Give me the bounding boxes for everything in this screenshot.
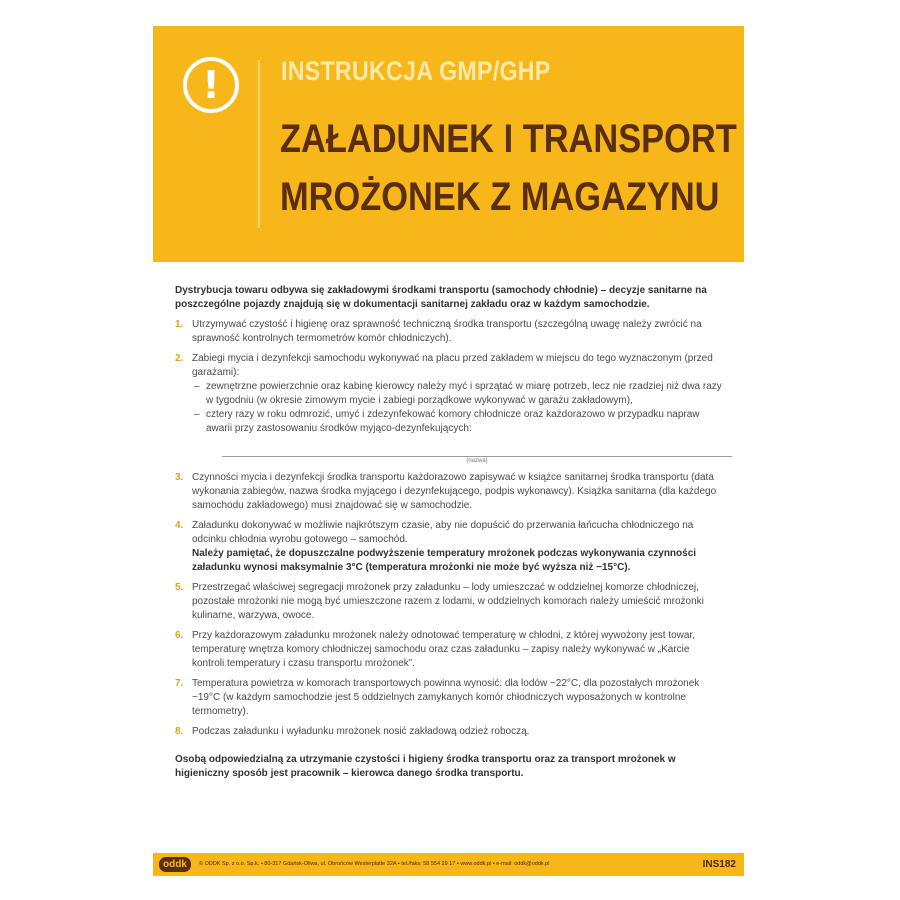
list-item: [175, 725, 723, 739]
item-text: Załadunku dokonywać w możliwie najkrótszym czasie, aby nie dopuścić do przerwania łańcucha chłodniczego na odcinku chłodnia wyrobu gotowego – samochód.: [192, 520, 694, 545]
item-text: Podczas załadunku i wyładunku mrożonek nosić zakładową odzież roboczą.: [192, 726, 530, 737]
instruction-sheet: [153, 26, 744, 876]
item-number: 2.: [175, 353, 184, 364]
dash-bullet: –: [194, 409, 200, 420]
item-text: Przestrzegać właściwej segregacji mrożonek przy załadunku – lody umieszczać w oddzielnej komorze chłodniczej, pozostałe mrożonki nie mogą być umieszczone razem z lodami, w oddzielnych komorach należy umieścić mrożonki kulinarne, warzywa, owoce.: [192, 582, 704, 621]
item-text: Przy każdorazowym załadunku mrożonek należy odnotować temperaturę w chłodni, z której wywożony jest towar, temperaturę wnętrza komory chłodniczej samochodu oraz czas załadunku – zapisy należy wykonywać w „Karcie kontroli temperatury i czasu transportu mrożonek”.: [192, 630, 696, 669]
dash-bullet: –: [194, 381, 200, 392]
title-line-1: ZAŁADUNEK I TRANSPORT: [280, 117, 737, 161]
instruction-body: [175, 284, 723, 791]
fill-in-label: (nazwa): [466, 458, 488, 464]
list-item: [175, 581, 723, 623]
list-item: [175, 519, 723, 575]
warning-icon: !: [183, 57, 239, 113]
closing-paragraph: Osobą odpowiedzialną za utrzymanie czystości i higieny środka transportu oraz za transport mrożonek w higieniczny sposób jest pracownik – kierowca danego środka transportu.: [175, 754, 676, 779]
item-number: 5.: [175, 582, 184, 593]
bullet-item: [192, 380, 723, 408]
item-text: Temperatura powietrza w komorach transportowych powinna wynosić: dla lodów −22°C, dla pozostałych mrożonek −19°C (w każdym samochodzie jest 5 oddzielnych zamykanych komór chłodniczych wyposażonych w kontrolne termometry).: [192, 678, 700, 717]
item-number: 1.: [175, 319, 184, 330]
header-divider: [258, 60, 260, 228]
item-number: 8.: [175, 726, 184, 737]
bullet-text: zewnętrzne powierzchnie oraz kabinę kierowcy należy myć i sprzątać w miarę potrzeb, lecz nie rzadziej niż dwa razy w tygodniu (w okresie zimowym mycie i zabiegi porządkowe wykonywać w garażu zakładowym),: [206, 381, 722, 406]
footer-contact: © ODDK Sp. z o.o. Sp.k. • 80-317 Gdańsk-Oliwa, ul. Obrońców Westerplatte 32A • tel./faks: 58 554 29 17 • www.oddk.pl • e-mail: oddk@oddk.pl: [199, 861, 550, 867]
intro-paragraph: Dystrybucja towaru odbywa się zakładowymi środkami transportu (samochody chłodnie) – decyzje sanitarne na poszczególne pojazdy znajdują się w dokumentacji sanitarnej zakładu oraz w każdym samochodzie.: [175, 285, 707, 310]
list-item: [175, 629, 723, 671]
item-number: 3.: [175, 472, 184, 483]
item-number: 7.: [175, 678, 184, 689]
page-title: [280, 110, 737, 226]
bullet-text: cztery razy w roku odmrozić, umyć i zdezynfekować komory chłodnicze oraz każdorazowo w przypadku napraw awarii przy zastosowaniu środków myjąco-dezynfekujących:: [206, 409, 700, 434]
list-item: [175, 352, 723, 465]
item-text: Czynności mycia i dezynfekcji środka transportu każdorazowo zapisywać w książce sanitarnej środka transportu (data wykonania zabiegów, nazwa środka myjącego i dezynfekującego, podpis wykonawcy). Książka sanitarna (dla każdego samochodu zakładowego) musi znajdować się w samochodzie.: [192, 472, 717, 511]
bullet-item: [192, 408, 723, 436]
title-line-2: MROŻONEK Z MAGAZYNU: [280, 175, 720, 219]
item-text: Zabiegi mycia i dezynfekcji samochodu wykonywać na placu przed zakładem w miejscu do tego wyznaczonym (przed garażami):: [192, 353, 713, 378]
item-number: 6.: [175, 630, 184, 641]
list-item: [175, 471, 723, 513]
item-number: 4.: [175, 520, 184, 531]
item-text: Utrzymywać czystość i higienę oraz sprawność techniczną środka transportu (szczególną uwagę należy zwrócić na sprawność kontrolnych termometrów komór chłodniczych).: [192, 319, 702, 344]
list-item: [175, 318, 723, 346]
list-item: [175, 677, 723, 719]
oddk-logo: oddk: [159, 857, 191, 872]
document-code: INS182: [702, 859, 736, 870]
header-band: [153, 26, 744, 262]
item-bold-note: Należy pamiętać, że dopuszczalne podwyższenie temperatury mrożonek podczas wykonywania czynności załadunku wynosi maksymalnie 3°C (temperatura mrożonki nie może być wyższa niż −15°C).: [192, 548, 697, 573]
footer-band: [153, 853, 744, 876]
header-subtitle: INSTRUKCJA GMP/GHP: [281, 56, 551, 86]
